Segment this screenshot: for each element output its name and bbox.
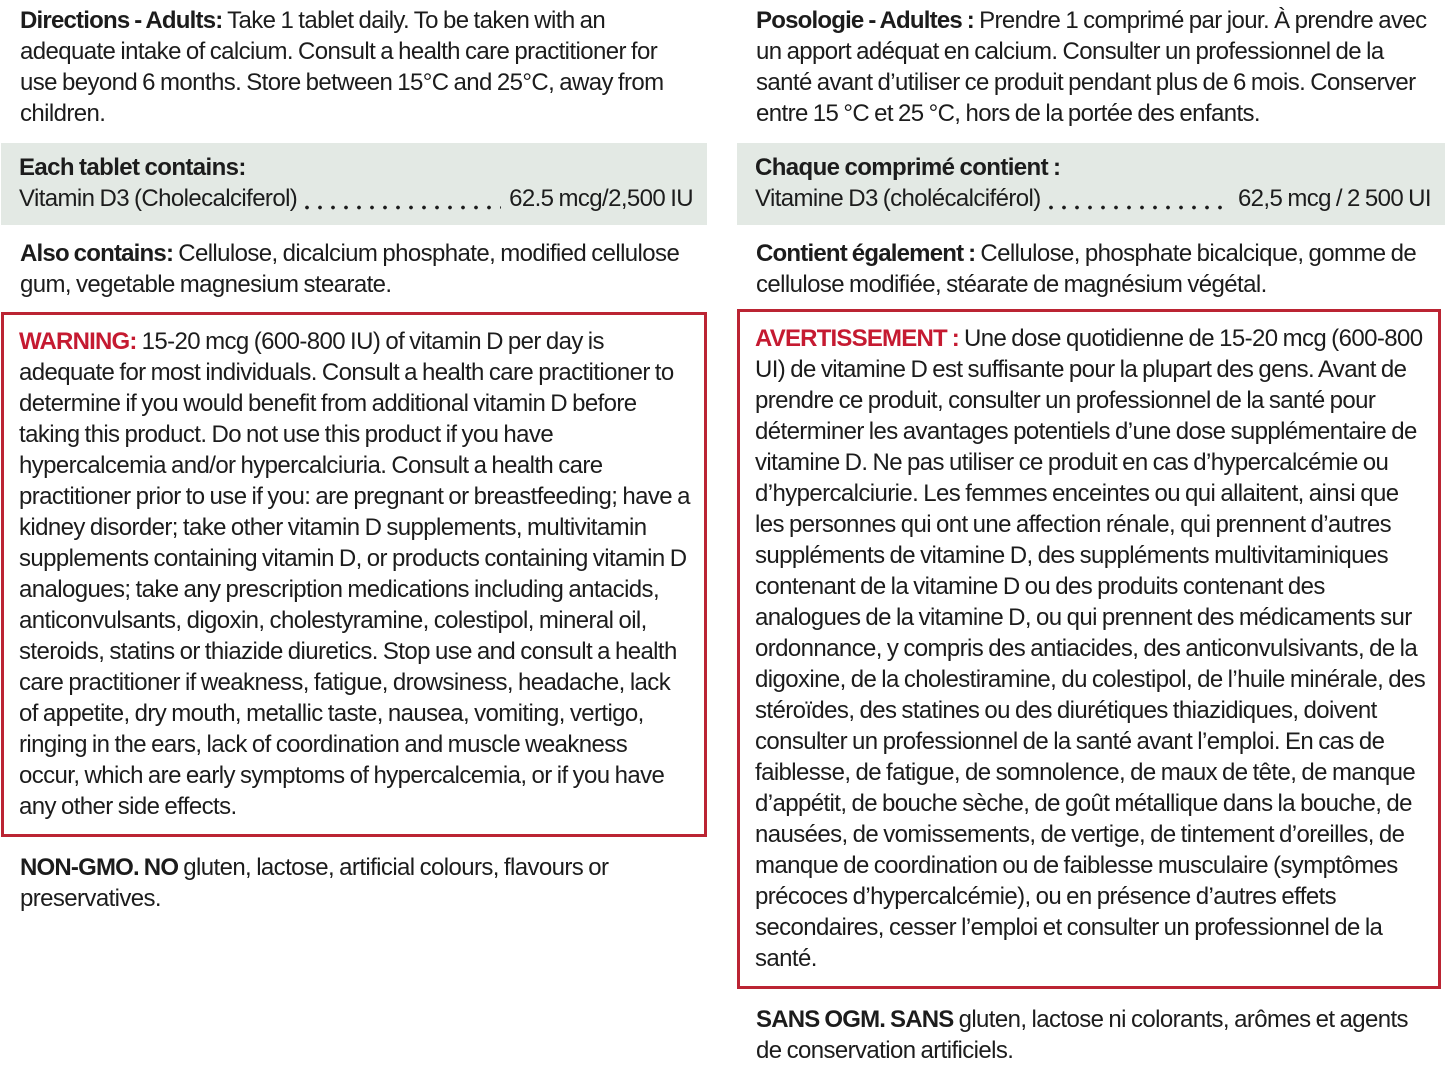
- directions-label-fr: Posologie - Adultes :: [756, 7, 974, 34]
- ingredient-row-en: [19, 183, 693, 214]
- also-contains-paragraph-en: [20, 238, 694, 300]
- non-gmo-label-en: NON-GMO. NO: [20, 854, 179, 881]
- warning-text-en: 15-20 mcg (600-800 IU) of vitamin D per day is adequate for most individuals. Consult a health care practitioner to determine if you would benefit from additional vitamin D before taking this product. Do not use this product if you have hypercalcemia and/or hypercalciuria. Consult a health care practitioner prior to use if you: are pregnant or breastfeeding; have a kidney disorder; take other vitamin D supplements, multivitamin supplements containing vitamin D, or products containing vitamin D analogues; take any prescription medications including antacids, anticonvulsants, digoxin, cholestyramine, colestipol, mineral oil, steroids, statins or thiazide diuretics. Stop use and consult a health care practitioner if weakness, fatigue, drowsiness, headache, lack of appetite, dry mouth, metallic taste, nausea, vomiting, vertigo, ringing in the ears, lack of coordination and muscle weakness occur, which are early symptoms of hypercalcemia, or if you have any other side effects.: [19, 328, 690, 820]
- warning-box-fr: [737, 309, 1441, 989]
- non-gmo-text-en: gluten, lactose, artificial colours, flavours or preservatives.: [20, 854, 609, 912]
- directions-text-fr: Prendre 1 comprimé par jour. À prendre avec un apport adéquat en calcium. Consulter un professionnel de la santé avant d’utiliser ce produit pendant plus de 6 mois. Conserver entre 15 °C et 25 °C, hors de la portée des enfants.: [756, 7, 1427, 127]
- each-tablet-contains-box-fr: [737, 143, 1445, 225]
- non-gmo-paragraph-en: [20, 852, 694, 914]
- warning-label-fr: AVERTISSEMENT :: [755, 325, 959, 352]
- sans-ogm-text-fr: gluten, lactose ni colorants, arômes et agents de conservation artificiels.: [756, 1006, 1408, 1064]
- dot-leader-en: [305, 205, 501, 210]
- also-contains-label-fr: Contient également :: [756, 240, 976, 267]
- ingredient-amount-fr: 62,5 mcg / 2 500 UI: [1237, 185, 1431, 212]
- directions-paragraph-fr: [756, 5, 1437, 129]
- each-tablet-contains-box-en: [1, 143, 707, 225]
- warning-paragraph-fr: [755, 323, 1426, 974]
- warning-box-en: [1, 312, 707, 837]
- directions-paragraph-en: [20, 5, 694, 129]
- ingredient-name-en: Vitamin D3 (Cholecalciferol): [19, 185, 298, 212]
- also-contains-text-en: Cellulose, dicalcium phosphate, modified cellulose gum, vegetable magnesium stearate.: [20, 240, 680, 298]
- directions-text-en: Take 1 tablet daily. To be taken with an adequate intake of calcium. Consult a health care practitioner for use beyond 6 months. Store between 15°C and 25°C, away from children.: [20, 7, 664, 127]
- ingredient-amount-en: 62.5 mcg/2,500 IU: [509, 185, 693, 212]
- contains-heading-en: Each tablet contains:: [19, 154, 246, 181]
- also-contains-label-en: Also contains:: [20, 240, 174, 267]
- also-contains-paragraph-fr: [756, 238, 1437, 300]
- sans-ogm-paragraph-fr: [756, 1004, 1437, 1066]
- ingredient-name-fr: Vitamine D3 (cholécalciférol): [755, 185, 1041, 212]
- contains-heading-fr: Chaque comprimé contient :: [755, 154, 1061, 181]
- column-french: [737, 5, 1445, 1066]
- also-contains-text-fr: Cellulose, phosphate bicalcique, gomme de cellulose modifiée, stéarate de magnésium végétal.: [756, 240, 1417, 298]
- sans-ogm-label-fr: SANS OGM. SANS: [756, 1006, 954, 1033]
- directions-label-en: Directions - Adults:: [20, 7, 223, 34]
- warning-label-en: WARNING:: [19, 328, 137, 355]
- column-english: [0, 5, 706, 1066]
- ingredient-row-fr: [755, 183, 1431, 214]
- warning-text-fr: Une dose quotidienne de 15-20 mcg (600-800 UI) de vitamine D est suffisante pour la plupart des gens. Avant de prendre ce produit, consulter un professionnel de la santé pour déterminer les avantages potentiels d’une dose supplémentaire de vitamine D. Ne pas utiliser ce produit en cas d’hypercalcémie ou d’hypercalciurie. Les femmes enceintes ou qui allaitent, ainsi que les personnes qui ont une affection rénale, qui prennent d’autres suppléments de vitamine D, des suppléments multivitaminiques contenant de la vitamine D ou des produits contenant des analogues de la vitamine D, ou qui prennent des médicaments sur ordonnance, y compris des antiacides, des anticonvulsivants, de la digoxine, de la cholestiramine, du colestipol, de l’huile minérale, des stéroïdes, des statines ou des diurétiques thiazidiques, doivent consulter un professionnel de la santé avant l’emploi. En cas de faiblesse, de fatigue, de somnolence, de maux de tête, de manque d’appétit, de bouche sèche, de goût métallique dans la bouche, de nausées, de vomissements, de vertige, de tintement d’oreilles, de manque de coordination ou de faiblesse musculaire (symptômes précoces d’hypercalcémie), ou en présence d’autres effets secondaires, cesser l’emploi et consulter un professionnel de la santé.: [755, 325, 1426, 972]
- warning-paragraph-en: [19, 326, 692, 822]
- dot-leader-fr: [1049, 205, 1230, 210]
